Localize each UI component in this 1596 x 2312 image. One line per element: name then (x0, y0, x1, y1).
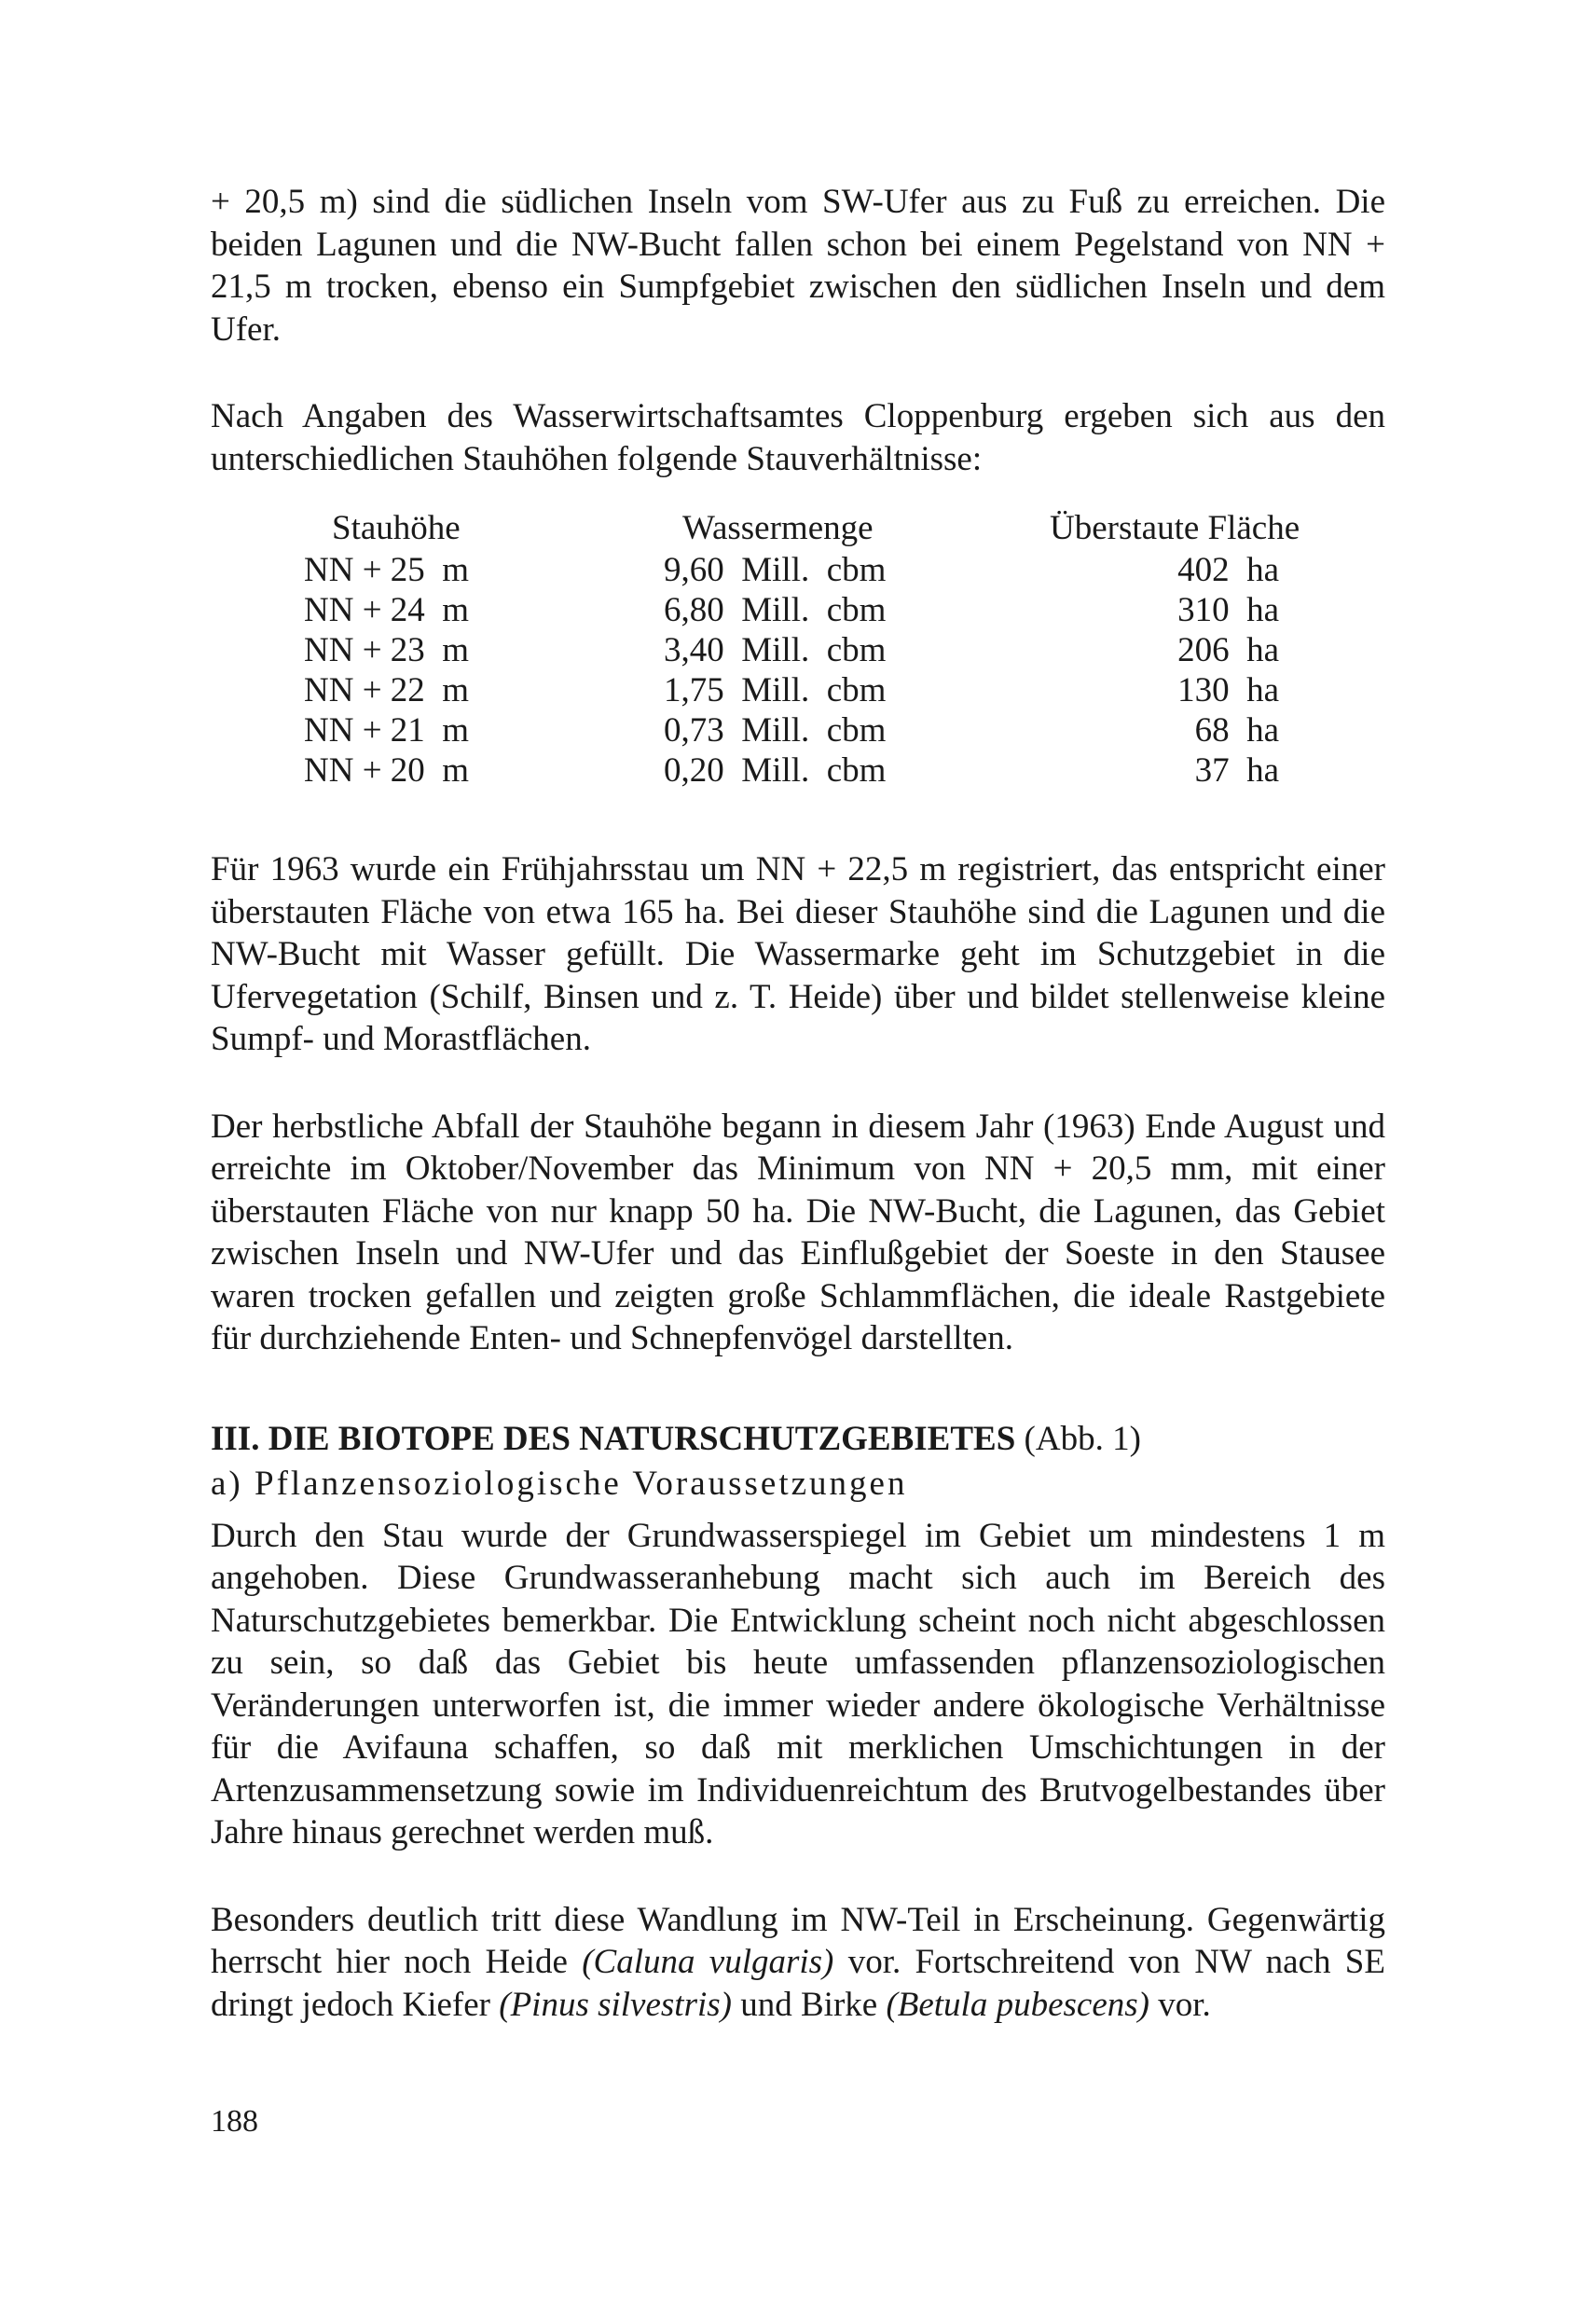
table-cell: NN + 24 m (304, 591, 470, 629)
paragraph-6 (211, 1899, 1385, 2027)
table-cell: 0,73 Mill. cbm (664, 711, 887, 750)
sub-heading: a) Pflanzensoziologische Voraussetzungen (211, 1464, 908, 1503)
table-cell: 3,40 Mill. cbm (664, 631, 887, 669)
paragraph-5: Durch den Stau wurde der Grundwasserspiegel im Gebiet um mindestens 1 m angehoben. Diese Grundwasseranhebung macht sich auch im Bereich des Naturschutzgebietes bemerkbar. Die Entwicklung scheint noch nicht abgeschlossen zu sein, so daß das Gebiet bis heute umfassenden pflanzensoziologischen Veränderungen unterworfen ist, die immer wieder andere ökologische Verhältnisse für die Avifauna schaffen, so daß mit merklichen Umschichtungen in der Artenzusammensetzung sowie im Individuenreichtum des Brutvogelbestandes über Jahre hinaus gerechnet werden muß. (211, 1516, 1385, 1851)
paragraph-2: Nach Angaben des Wasserwirtschaftsamtes Cloppenburg ergeben sich aus den unterschiedlichen Stauhöhen folgende Stauverhältnisse: (211, 397, 1385, 478)
table-cell: 0,20 Mill. cbm (664, 751, 887, 790)
table-cell: 9,60 Mill. cbm (664, 551, 887, 589)
paragraph-6-text: vor. Fortschreitend von NW nach SE dringt jedoch Kiefer (211, 1943, 1385, 2024)
section-heading-title: III. DIE BIOTOPE DES NATURSCHUTZGEBIETES (211, 1419, 1016, 1458)
table-header-wassermenge: Wassermenge (682, 509, 874, 547)
table-column-stauhoehe (304, 508, 469, 791)
table-column-flaeche (1050, 508, 1385, 791)
table-cell: 6,80 Mill. cbm (664, 591, 887, 629)
table-cell: 310 ha (1177, 591, 1279, 629)
paragraph-6-text: und Birke (731, 1985, 887, 2024)
table-cell: 402 ha (1177, 551, 1279, 589)
table-cell: 206 ha (1177, 631, 1279, 669)
paragraph-6-text: Besonders deutlich tritt diese Wandlung im NW-Teil in Erscheinung. Gegenwärtig herrscht hier noch Heide (211, 1900, 1385, 1981)
table-cell: NN + 25 m (304, 551, 470, 589)
table-cell: 37 ha (1194, 751, 1279, 790)
section-heading (211, 1418, 1385, 1461)
table-cell: 1,75 Mill. cbm (664, 671, 887, 709)
species-name: (Betula pubescens) (886, 1985, 1149, 2024)
table-column-wassermenge (664, 508, 886, 791)
paragraph-4: Der herbstliche Abfall der Stauhöhe begann in diesem Jahr (1963) Ende August und erreichte im Oktober/November das Minimum von NN + 20,5 mm, mit einer überstauten Fläche von nur knapp 50 ha. Die NW-Bucht, die Lagunen, das Gebiet zwischen Inseln und NW-Ufer und das Einflußgebiet der Soeste in den Stausee waren trocken gefallen und zeigten große Schlammflächen, die ideale Rastgebiete für durchziehende Enten- und Schnepfenvögel darstellten. (211, 1107, 1385, 1357)
paragraph-6-text: vor. (1149, 1985, 1211, 2024)
species-name: (Caluna vulgaris) (582, 1943, 834, 1981)
table-cell: NN + 22 m (304, 671, 470, 709)
page-content (211, 181, 1385, 2026)
section-heading-figure-ref: (Abb. 1) (1015, 1419, 1141, 1458)
table-cell: NN + 21 m (304, 711, 470, 750)
paragraph-1: + 20,5 m) sind die südlichen Inseln vom SW-Ufer aus zu Fuß zu erreichen. Die beiden Lagunen und die NW-Bucht fallen schon bei einem Pegelstand von NN + 21,5 m trocken, ebenso ein Sumpfgebiet zwischen den südlichen Inseln und dem Ufer. (211, 183, 1385, 349)
table-header-stauhoehe: Stauhöhe (332, 509, 461, 547)
species-name: (Pinus silvestris) (499, 1985, 732, 2024)
paragraph-3: Für 1963 wurde ein Frühjahrsstau um NN + 22,5 m registriert, das entspricht einer überstauten Fläche von etwa 165 ha. Bei dieser Stauhöhe sind die Lagunen und die NW-Bucht mit Wasser gefüllt. Die Wassermarke geht im Schutzgebiet in die Ufervegetation (Schilf, Binsen und z. T. Heide) über und bildet stellenweise kleine Sumpf- und Morastflächen. (211, 850, 1385, 1058)
page-number: 188 (211, 2104, 258, 2139)
table-header-flaeche: Überstaute Fläche (1050, 509, 1300, 547)
stauverhaeltnisse-table (211, 508, 1385, 811)
table-cell: 130 ha (1177, 671, 1279, 709)
table-cell: NN + 20 m (304, 751, 470, 790)
table-cell: 68 ha (1194, 711, 1279, 750)
table-cell: NN + 23 m (304, 631, 470, 669)
